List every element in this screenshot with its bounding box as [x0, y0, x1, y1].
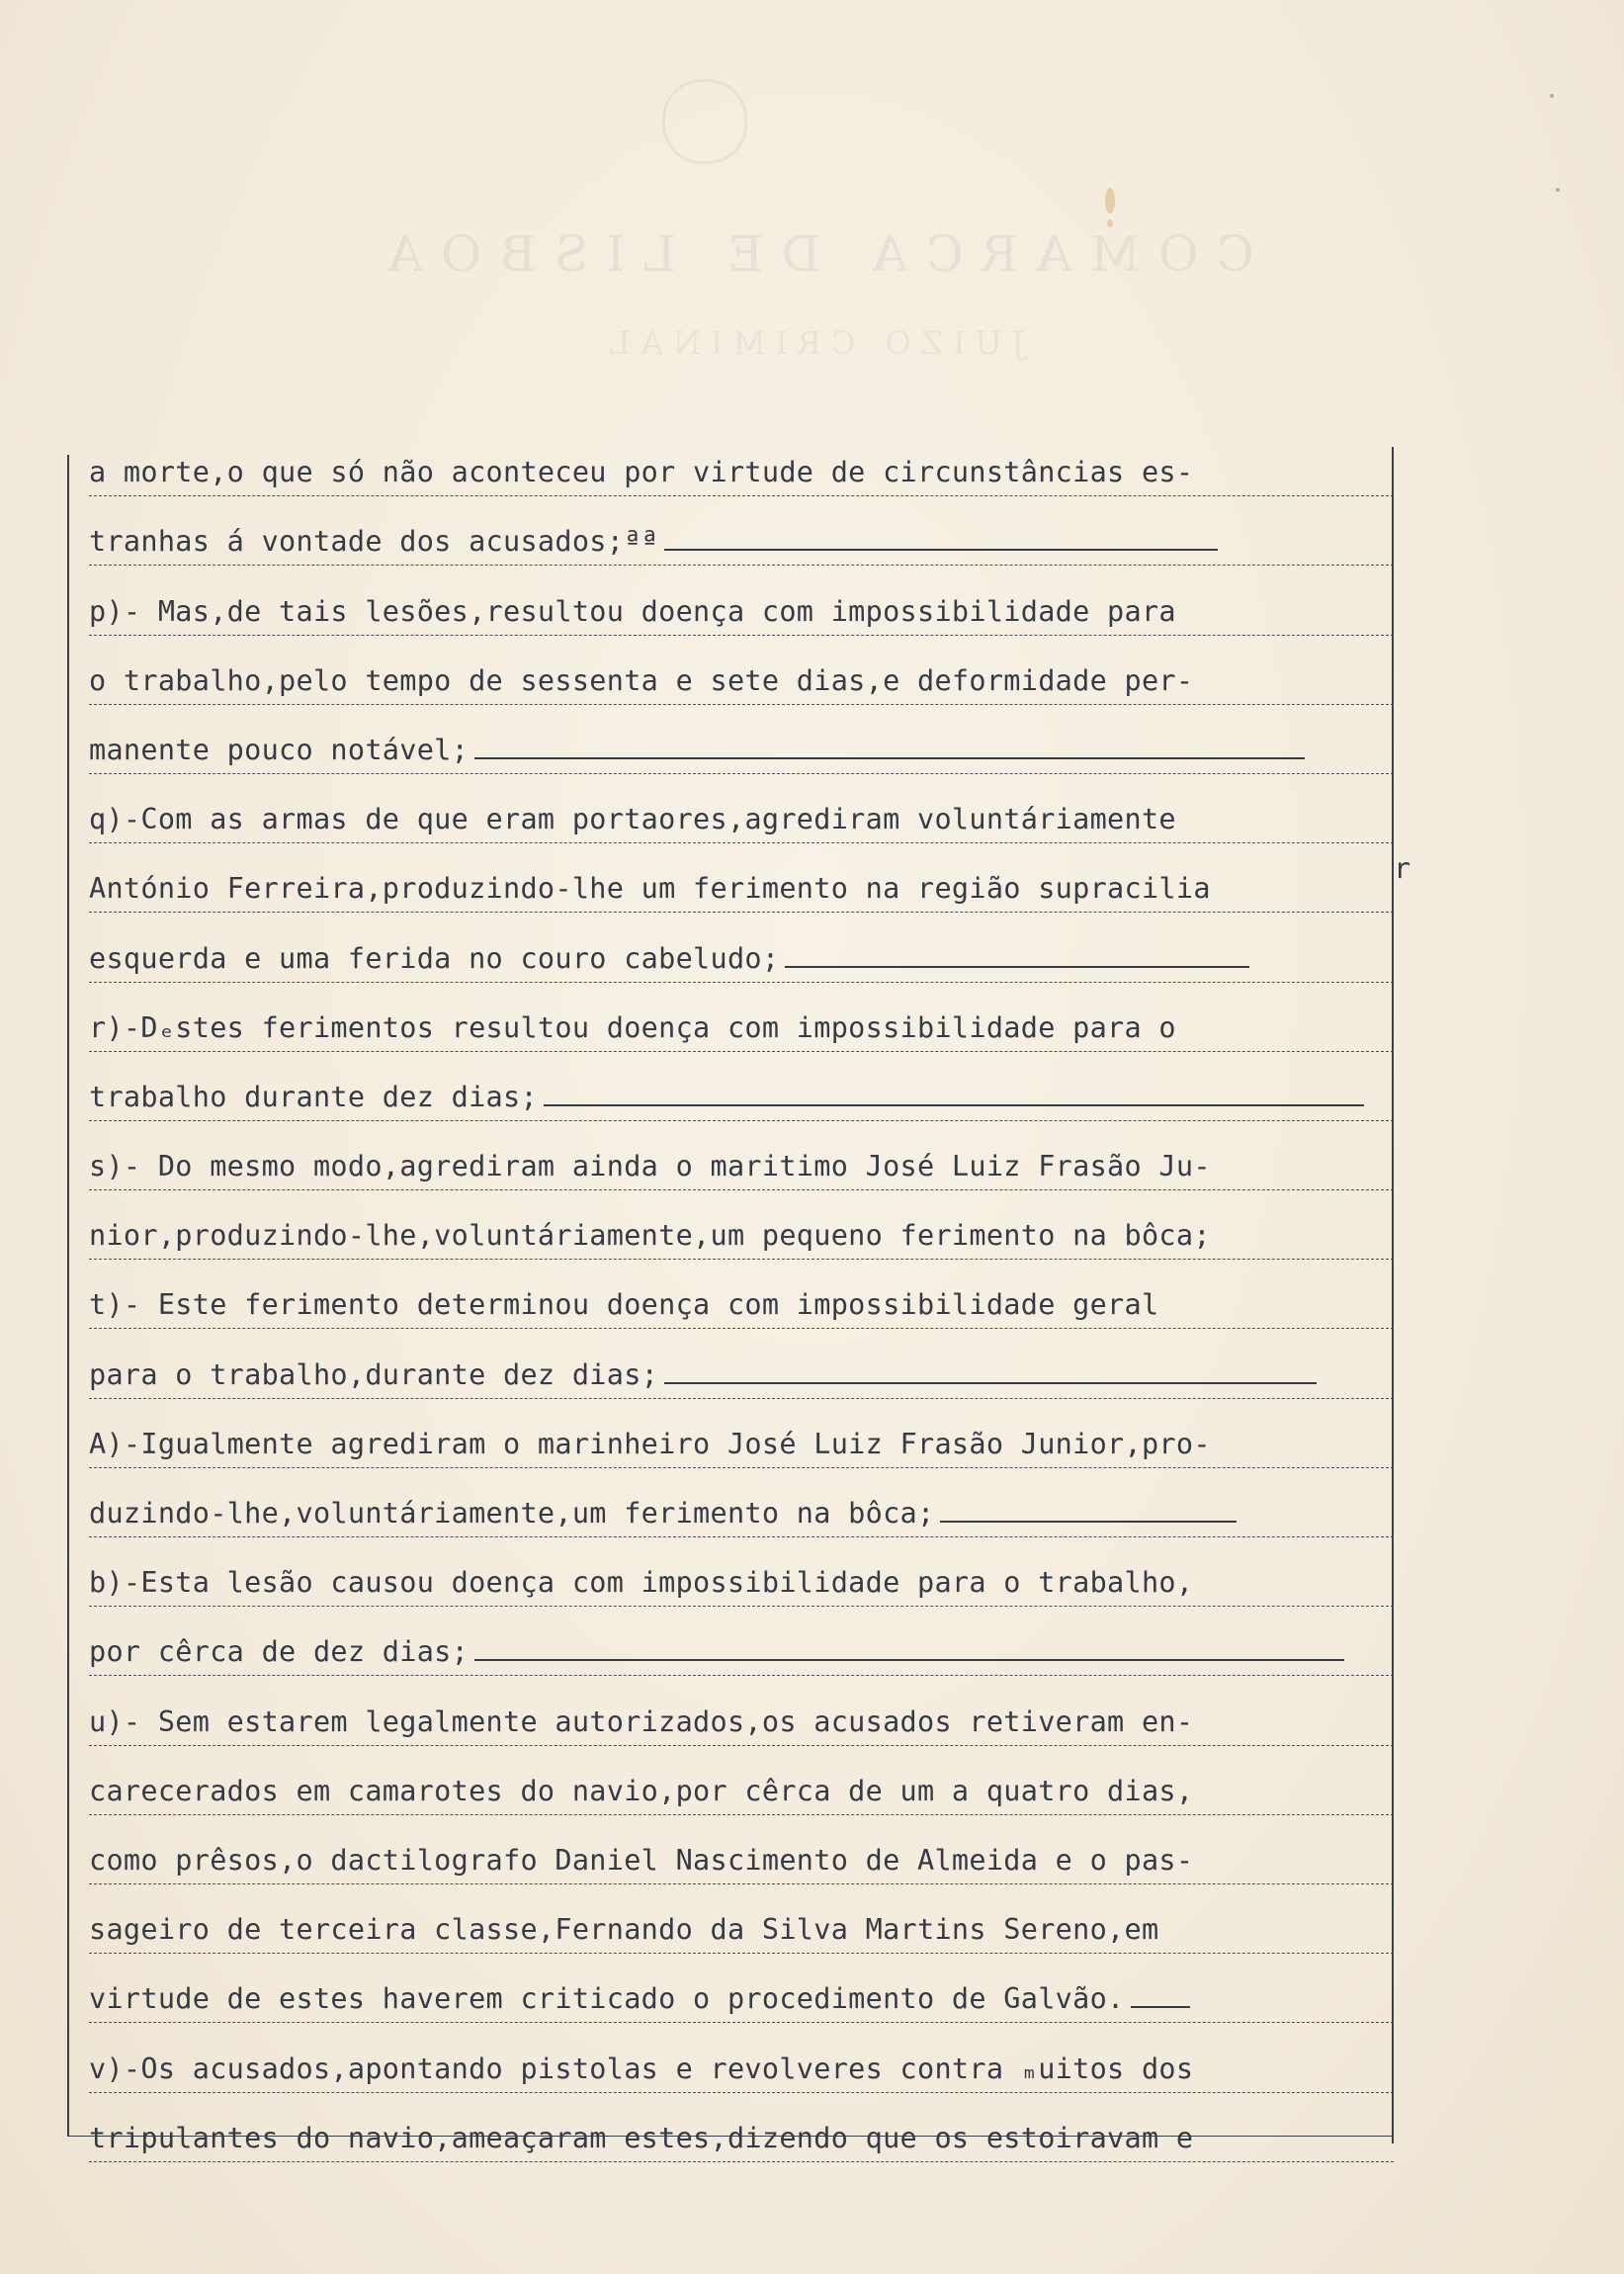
- letterhead-title: COMARCA DE LISBOA: [370, 225, 1254, 283]
- text-line: duzindo-lhe,voluntáriamente,um ferimento na bôca;: [89, 1468, 1394, 1537]
- stain-mark: [1550, 94, 1554, 98]
- text-line: sageiro de terceira classe,Fernando da Silva Martins Sereno,em: [89, 1884, 1394, 1954]
- text-line: trabalho durante dez dias;: [89, 1052, 1394, 1121]
- stain-mark: [1107, 219, 1113, 227]
- text-line: por cêrca de dez dias;: [89, 1607, 1394, 1676]
- text-line: s)- Do mesmo modo,agrediram ainda o maritimo José Luiz Frasão Ju-: [89, 1121, 1394, 1190]
- text-line: u)- Sem estarem legalmente autorizados,os acusados retiveram en-: [89, 1676, 1394, 1745]
- text-line: b)-Esta lesão causou doença com impossibilidade para o trabalho,: [89, 1537, 1394, 1607]
- text-line: carecerados em camarotes do navio,por cêrca de um a quatro dias,: [89, 1746, 1394, 1815]
- text-line: esquerda e uma ferida no couro cabeludo;: [89, 913, 1394, 982]
- letterhead-emblem-icon: [662, 79, 747, 164]
- frame-left-rule: [67, 455, 69, 2136]
- stain-mark: [1556, 188, 1560, 192]
- margin-overflow-char: r: [1394, 852, 1411, 885]
- text-line: para o trabalho,durante dez dias;: [89, 1329, 1394, 1398]
- text-line: r)-Dₑstes ferimentos resultou doença com impossibilidade para o: [89, 983, 1394, 1052]
- text-line: nior,produzindo-lhe,voluntáriamente,um pequeno ferimento na bôca;: [89, 1190, 1394, 1260]
- text-line: a morte,o que só não aconteceu por virtude de circunstâncias es-: [89, 427, 1394, 496]
- text-line: tripulantes do navio,ameaçaram estes,dizendo que os estoiravam e: [89, 2093, 1394, 2162]
- text-line: v)-Os acusados,apontando pistolas e revolveres contra ₘuitos dos: [89, 2023, 1394, 2092]
- text-line: como prêsos,o dactilografo Daniel Nascimento de Almeida e o pas-: [89, 1815, 1394, 1884]
- text-line: manente pouco notável;: [89, 705, 1394, 774]
- typed-text-body: [89, 427, 1394, 2162]
- stain-mark: [1105, 188, 1115, 214]
- text-line: tranhas á vontade dos acusados;ªª: [89, 496, 1394, 566]
- text-line: p)- Mas,de tais lesões,resultou doença com impossibilidade para: [89, 566, 1394, 635]
- text-line: q)-Com as armas de que eram portaores,agrediram voluntáriamente: [89, 774, 1394, 843]
- text-line: o trabalho,pelo tempo de sessenta e sete dias,e deformidade per-: [89, 636, 1394, 705]
- text-line: A)-Igualmente agrediram o marinheiro José Luiz Frasão Junior,pro-: [89, 1399, 1394, 1468]
- text-line: António Ferreira,produzindo-lhe um ferimento na região supracilia: [89, 843, 1394, 913]
- text-line: t)- Este ferimento determinou doença com impossibilidade geral: [89, 1260, 1394, 1329]
- text-line: virtude de estes haverem criticado o procedimento de Galvão.: [89, 1954, 1394, 2023]
- letterhead-subtitle: JUIZO CRIMINAL: [599, 324, 1025, 362]
